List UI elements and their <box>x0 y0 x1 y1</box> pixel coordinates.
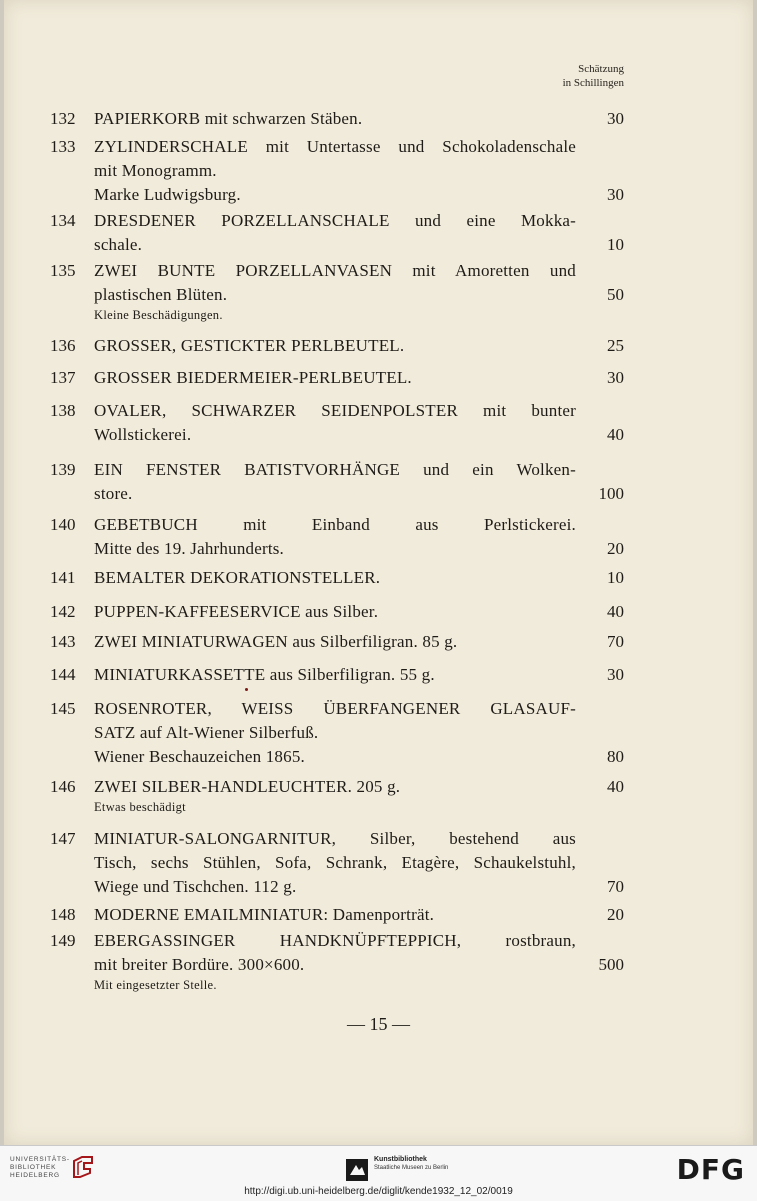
estimate-price: 80 <box>607 747 624 766</box>
lot-number: 139 <box>50 460 76 479</box>
condition-note: Etwas beschädigt <box>94 800 186 814</box>
description-line: MINIATUR-SALONGARNITUR, Silber, bestehend aus <box>94 829 576 848</box>
estimate-price: 25 <box>607 336 624 355</box>
lot-number: 144 <box>50 665 76 684</box>
description-line: Tisch, sechs Stühlen, Sofa, Schrank, Etagère, Schaukelstuhl, <box>94 853 576 872</box>
lot-description <box>94 334 576 358</box>
estimate-price: 10 <box>607 235 624 254</box>
description-line: GROSSER BIEDERMEIER-PERLBEUTEL. <box>94 368 412 387</box>
description-line: plastischen Blüten. <box>94 285 228 304</box>
description-line: PUPPEN-KAFFEESERVICE aus Silber. <box>94 602 379 621</box>
kunstbibliothek-subtitle: Staatliche Museen zu Berlin <box>374 1165 449 1171</box>
condition-note: Mit eingesetzter Stelle. <box>94 978 217 992</box>
lot-number: 132 <box>50 109 76 128</box>
lot-description <box>94 697 576 769</box>
lot-description <box>94 458 576 506</box>
estimate-price: 30 <box>607 665 624 684</box>
lot-description <box>94 663 576 687</box>
estimate-price: 30 <box>607 109 624 128</box>
lot-description <box>94 209 576 257</box>
estimate-price: 500 <box>598 955 624 974</box>
lot-description <box>94 827 576 899</box>
estimate-price: 100 <box>598 484 624 503</box>
lot-number: 135 <box>50 261 76 280</box>
uni-logo-line-1: UNIVERSITÄTS- <box>10 1156 70 1163</box>
lot-description <box>94 513 576 561</box>
estimate-price: 10 <box>607 568 624 587</box>
lot-number: 140 <box>50 515 76 534</box>
lot-number: 134 <box>50 211 76 230</box>
description-line: ZWEI SILBER-HANDLEUCHTER. 205 g. <box>94 777 401 796</box>
lot-description <box>94 903 576 927</box>
description-line: PAPIERKORB mit schwarzen Stäben. <box>94 109 363 128</box>
lot-number: 137 <box>50 368 76 387</box>
university-library-logo[interactable] <box>10 1156 70 1180</box>
description-line: store. <box>94 484 133 503</box>
lot-description <box>94 929 576 994</box>
description-line: mit Monogramm. <box>94 161 217 180</box>
lot-number: 142 <box>50 602 76 621</box>
lot-description <box>94 399 576 447</box>
description-line: Wiege und Tischchen. 112 g. <box>94 877 297 896</box>
description-line: ROSENROTER, WEISS ÜBERFANGENER GLASAUF- <box>94 699 576 718</box>
lot-description <box>94 630 576 654</box>
lot-number: 147 <box>50 829 76 848</box>
description-line: Wiener Beschauzeichen 1865. <box>94 747 305 766</box>
lot-number: 145 <box>50 699 76 718</box>
condition-note: Kleine Beschädigungen. <box>94 308 223 322</box>
lot-description <box>94 600 576 624</box>
estimate-price: 40 <box>607 425 624 444</box>
lot-description <box>94 366 576 390</box>
description-line: EIN FENSTER BATISTVORHÄNGE und ein Wolken- <box>94 460 576 479</box>
estimate-price: 70 <box>607 632 624 651</box>
lot-number: 149 <box>50 931 76 950</box>
kunstbibliothek-name: Kunstbibliothek <box>374 1156 427 1163</box>
header-line-2: in Schillingen <box>562 77 624 89</box>
description-line: EBERGASSINGER HANDKNÜPFTEPPICH, rostbraun, <box>94 931 576 950</box>
description-line: GROSSER, GESTICKTER PERLBEUTEL. <box>94 336 405 355</box>
lot-number: 138 <box>50 401 76 420</box>
university-emblem-icon <box>72 1155 94 1179</box>
description-line: MINIATURKASSETTE aus Silberfiligran. 55 g. <box>94 665 435 684</box>
description-line: ZYLINDERSCHALE mit Untertasse und Schokoladenschale <box>94 137 576 156</box>
estimate-price: 70 <box>607 877 624 896</box>
description-line: Wollstickerei. <box>94 425 192 444</box>
footer-bar <box>0 1145 757 1201</box>
uni-logo-line-3: HEIDELBERG <box>10 1172 60 1179</box>
dfg-logo[interactable]: DFG <box>676 1153 745 1186</box>
description-line: Mitte des 19. Jahrhunderts. <box>94 539 285 558</box>
description-line: DRESDENER PORZELLANSCHALE und eine Mokka- <box>94 211 576 230</box>
estimate-price: 40 <box>607 602 624 621</box>
kunstbibliothek-icon <box>346 1159 368 1181</box>
description-line: ZWEI BUNTE PORZELLANVASEN mit Amoretten und <box>94 261 576 280</box>
permalink-url[interactable]: http://digi.ub.uni-heidelberg.de/diglit/kende1932_12_02/0019 <box>244 1186 513 1197</box>
lot-description <box>94 259 576 324</box>
estimate-price: 50 <box>607 285 624 304</box>
estimate-price: 20 <box>607 905 624 924</box>
lot-number: 146 <box>50 777 76 796</box>
document-page <box>4 0 753 1145</box>
lot-description <box>94 566 576 590</box>
page-number: — 15 — <box>347 1014 410 1034</box>
description-line: MODERNE EMAILMINIATUR: Damenporträt. <box>94 905 435 924</box>
description-line: Marke Ludwigsburg. <box>94 185 241 204</box>
lot-description <box>94 107 576 131</box>
lot-description <box>94 135 576 207</box>
uni-logo-line-2: BIBLIOTHEK <box>10 1164 57 1171</box>
price-column-header <box>563 62 624 90</box>
lot-number: 133 <box>50 137 76 156</box>
description-line: BEMALTER DEKORATIONSTELLER. <box>94 568 381 587</box>
estimate-price: 20 <box>607 539 624 558</box>
description-line: OVALER, SCHWARZER SEIDENPOLSTER mit bunter <box>94 401 576 420</box>
lot-number: 136 <box>50 336 76 355</box>
description-line: GEBETBUCH mit Einband aus Perlstickerei. <box>94 515 576 534</box>
description-line: SATZ auf Alt-Wiener Silberfuß. <box>94 723 319 742</box>
header-line-1: Schätzung <box>578 63 624 75</box>
estimate-price: 40 <box>607 777 624 796</box>
lot-number: 141 <box>50 568 76 587</box>
lot-number: 143 <box>50 632 76 651</box>
estimate-price: 30 <box>607 185 624 204</box>
lot-description <box>94 775 576 816</box>
description-line: schale. <box>94 235 143 254</box>
print-speck <box>245 688 248 691</box>
description-line: mit breiter Bordüre. 300×600. <box>94 955 305 974</box>
lot-number: 148 <box>50 905 76 924</box>
estimate-price: 30 <box>607 368 624 387</box>
description-line: ZWEI MINIATURWAGEN aus Silberfiligran. 85 g. <box>94 632 458 651</box>
